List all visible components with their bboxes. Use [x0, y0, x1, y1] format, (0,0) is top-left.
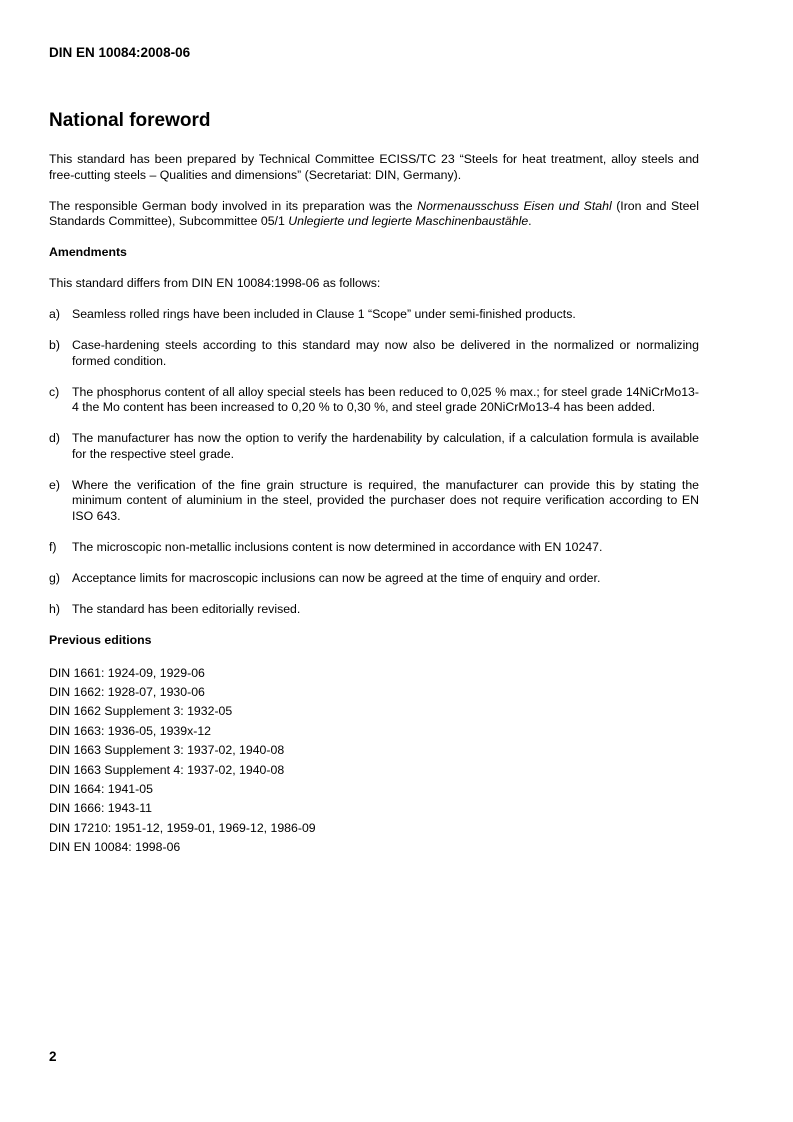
list-letter: g) — [49, 570, 60, 585]
previous-editions-heading: Previous editions — [49, 632, 152, 647]
list-text: Acceptance limits for macroscopic inclusions can now be agreed at the time of enquiry and order. — [72, 570, 601, 585]
list-letter: c) — [49, 384, 60, 399]
amendment-item-h — [49, 602, 699, 618]
list-letter: f) — [49, 539, 57, 554]
edition-item: DIN 1661: 1924-09, 1929-06 — [49, 665, 205, 680]
list-letter: d) — [49, 431, 60, 445]
document-id: DIN EN 10084:2008-06 — [49, 45, 191, 60]
previous-editions-list — [49, 664, 699, 858]
amendment-item-f — [49, 540, 699, 556]
intro-p2-italic-subcommittee: Unlegierte und legierte Maschinenbaustähle — [288, 214, 529, 228]
edition-item: DIN 1663 Supplement 4: 1937-02, 1940-08 — [49, 762, 285, 777]
intro-p2-italic-committee: Normenausschuss Eisen und Stahl — [417, 198, 612, 213]
intro-paragraph-2 — [49, 199, 699, 230]
intro-p2-end: . — [528, 214, 532, 228]
list-text: The microscopic non-metallic inclusions content is now determined in accordance with EN 10247. — [72, 539, 603, 554]
amendment-item-e — [49, 478, 699, 525]
amendment-item-c — [49, 385, 699, 416]
list-letter: a) — [49, 307, 60, 321]
edition-item: DIN 1662: 1928-07, 1930-06 — [49, 684, 205, 699]
amendment-item-d — [49, 431, 699, 462]
document-body — [49, 152, 699, 858]
list-text: The manufacturer has now the option to verify the hardenability by calculation, if a calculation formula is available for the respective steel grade. — [72, 431, 699, 461]
edition-item: DIN 1664: 1941-05 — [49, 781, 153, 796]
page-number: 2 — [49, 1049, 57, 1064]
amendment-item-a — [49, 307, 699, 323]
edition-item: DIN 1662 Supplement 3: 1932-05 — [49, 704, 233, 719]
intro-p2-start: The responsible German body involved in its preparation was the — [49, 198, 418, 213]
list-text: Where the verification of the fine grain structure is required, the manufacturer can provide this by stating the minimum content of aluminium in the steel, provided the purchaser does not require verification according to EN ISO 643. — [72, 477, 699, 523]
edition-item: DIN 17210: 1951-12, 1959-01, 1969-12, 1986-09 — [49, 820, 316, 835]
amendment-item-g — [49, 571, 699, 587]
list-text: The standard has been editorially revised. — [72, 601, 301, 616]
edition-item: DIN 1663 Supplement 3: 1937-02, 1940-08 — [49, 743, 285, 758]
document-page — [49, 0, 699, 1122]
amendment-item-b — [49, 338, 699, 369]
list-text: Seamless rolled rings have been included in Clause 1 “Scope” under semi-finished products. — [72, 307, 576, 321]
edition-item: DIN EN 10084: 1998-06 — [49, 840, 181, 855]
list-letter: e) — [49, 477, 60, 492]
amendments-heading: Amendments — [49, 245, 127, 259]
list-letter: h) — [49, 601, 60, 616]
list-letter: b) — [49, 338, 60, 352]
list-text: Case-hardening steels according to this standard may now also be delivered in the normalized or normalizing formed condition. — [72, 338, 699, 368]
amendments-list — [49, 307, 699, 617]
edition-item: DIN 1666: 1943-11 — [49, 801, 152, 816]
intro-p2-mid: (Iron and Steel Standards Committee), Subcommittee 05/1 — [49, 198, 699, 228]
list-text: The phosphorus content of all alloy special steels has been reduced to 0,025 % max.; for steel grade 14NiCrMo13-4 the Mo content has been increased to 0,20 % to 0,30 %, and steel grade 20NiCrMo13-4 has been added. — [72, 384, 699, 414]
amendments-lead: This standard differs from DIN EN 10084:1998-06 as follows: — [49, 276, 381, 290]
page-title: National foreword — [49, 110, 211, 131]
edition-item: DIN 1663: 1936-05, 1939x-12 — [49, 723, 212, 738]
intro-paragraph-1: This standard has been prepared by Technical Committee ECISS/TC 23 “Steels for heat treatment, alloy steels and free-cutting steels – Qualities and dimensions” (Secretariat: DIN, Germany). — [49, 152, 699, 182]
